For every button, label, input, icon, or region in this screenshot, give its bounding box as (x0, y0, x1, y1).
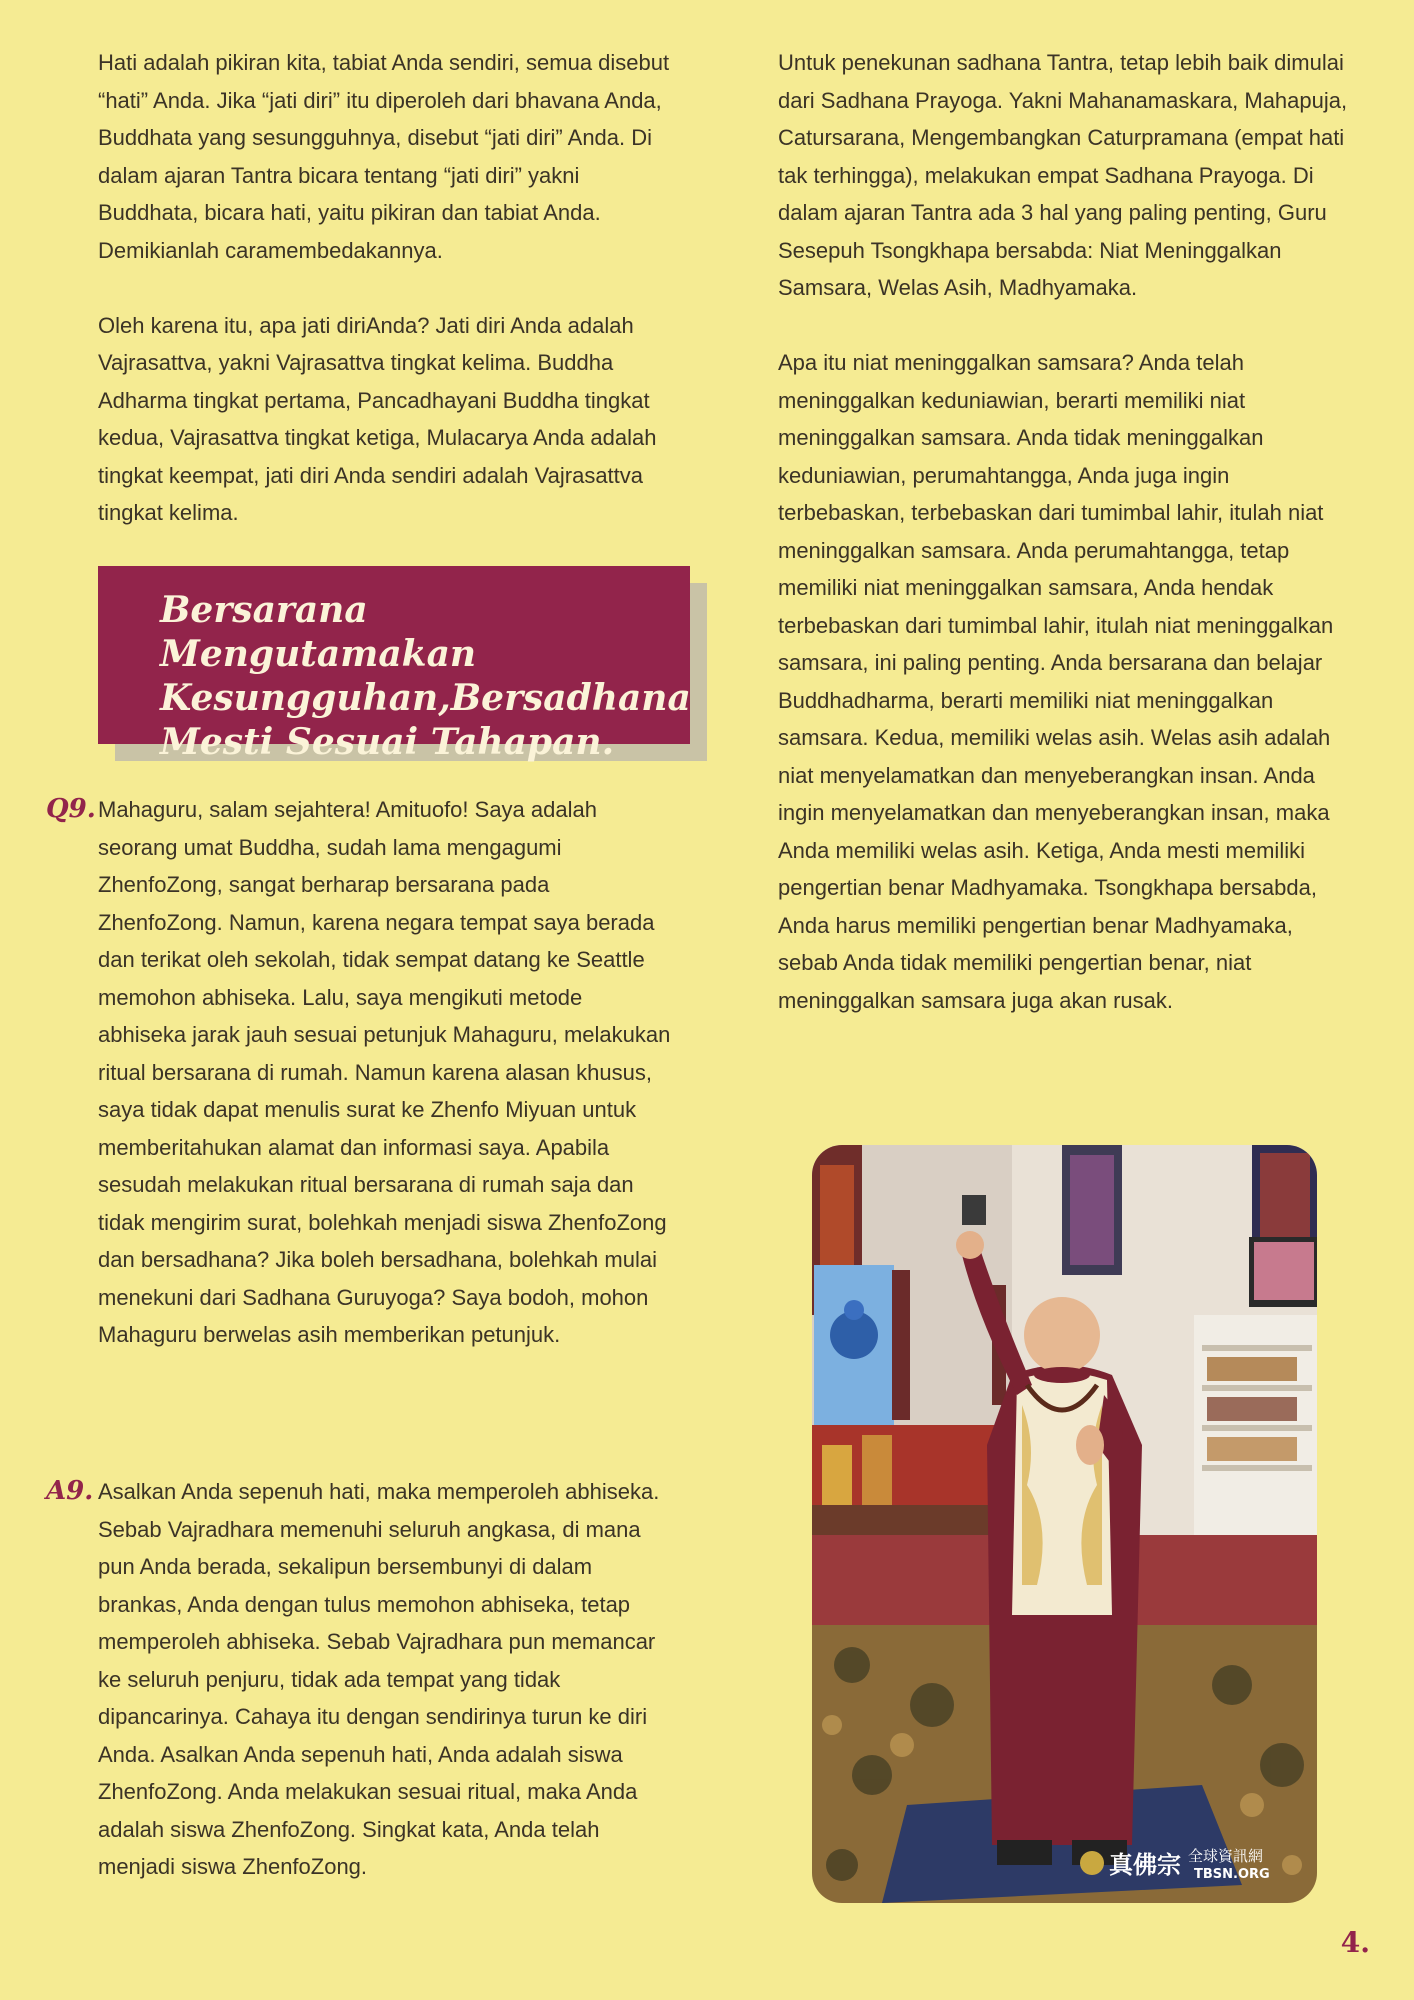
heading-line-1: Bersarana Mengutamakan (160, 589, 477, 675)
watermark-logo-icon (1080, 1851, 1104, 1875)
right-paragraph-1: Untuk penekunan sadhana Tantra, tetap lebih baik dimulai dari Sadhana Prayoga. Yakni Mahanamaskara, Mahapuja, Catursarana, Mengembangkan Caturpramana (empat hati tak terhingga), melakukan empat Sadhana Prayoga. Di dalam ajaran Tantra ada 3 hal yang paling penting, Guru Sesepuh Tsongkhapa bersabda: Niat Meninggalkan Samsara, Welas Asih, Madhyamaka. (778, 50, 1348, 300)
answer-9 (46, 1473, 674, 1886)
section-heading (98, 566, 691, 763)
heading-line-2: Kesungguhan,Bersadhana (160, 677, 691, 719)
watermark-url: TBSN.ORG (1194, 1867, 1270, 1882)
question-label: Q9. (46, 794, 96, 824)
section-heading-banner (98, 566, 708, 762)
question-9 (46, 791, 674, 1354)
photo-master-in-temple (812, 1145, 1317, 1903)
right-column (778, 44, 1353, 1019)
right-paragraph-2: Apa itu niat meninggalkan samsara? Anda telah meninggalkan keduniawian, berarti memiliki niat meninggalkan samsara. Anda tidak meninggalkan keduniawian, perumahtangga, Anda juga ingin terbebaskan, terbebaskan dari tumimbal lahir, itulah niat meninggalkan samsara. Anda perumahtangga, tetap memiliki niat meninggalkan samsara, Anda hendak terbebaskan dari tumimbal lahir, itulah niat meninggalkan samsara, ini paling penting. Anda bersarana dan belajar Buddhadharma, berarti memiliki niat meninggalkan samsara. Kedua, memiliki welas asih. Welas asih adalah niat menyelamatkan dan menyeberangkan insan. Anda ingin menyelamatkan dan menyeberangkan insan, maka Anda memiliki welas asih. Ketiga, Anda mesti memiliki pengertian benar Madhyamaka. Tsongkhapa bersabda, Anda harus memiliki pengertian benar Madhyamaka, sebab Anda tidak memiliki pengertian benar, niat meninggalkan samsara juga akan rusak. (778, 350, 1334, 1013)
watermark-chinese: 真佛宗 (1109, 1851, 1181, 1879)
left-column (98, 44, 674, 532)
heading-line-3: Mesti Sesuai Tahapan. (160, 721, 615, 763)
answer-text: Asalkan Anda sepenuh hati, maka memperoleh abhiseka. Sebab Vajradhara memenuhi seluruh angkasa, di mana pun Anda berada, sekalipun bersembunyi di dalam brankas, Anda dengan tulus memohon abhiseka, tetap memperoleh abhiseka. Sebab Vajradhara pun memancar ke seluruh penjuru, tidak ada tempat yang tidak dipancarinya. Cahaya itu dengan sendirinya turun ke diri Anda. Asalkan Anda sepenuh hati, Anda adalah siswa ZhenfoZong. Anda melakukan sesuai ritual, maka Anda adalah siswa ZhenfoZong. Singkat kata, Anda telah menjadi siswa ZhenfoZong. (98, 1479, 660, 1879)
page-number: 4. (1340, 1926, 1370, 1959)
left-paragraph-2: Oleh karena itu, apa jati diriAnda? Jati diri Anda adalah Vajrasattva, yakni Vajrasattva tingkat kelima. Buddha Adharma tingkat pertama, Pancadhayani Buddha tingkat kedua, Vajrasattva tingkat ketiga, Mulacarya Anda adalah tingkat keempat, jati diri Anda sendiri adalah Vajrasattva tingkat kelima. (98, 312, 657, 525)
question-text: Mahaguru, salam sejahtera! Amituofo! Saya adalah seorang umat Buddha, sudah lama mengagumi ZhenfoZong, sangat berharap bersarana pada ZhenfoZong. Namun, karena negara tempat saya berada dan terikat oleh sekolah, tidak sempat datang ke Seattle memohon abhiseka. Lalu, saya mengikuti metode abhiseka jarak jauh sesuai petunjuk Mahaguru, melakukan ritual bersarana di rumah. Namun karena alasan khusus, saya tidak dapat menulis surat ke Zhenfo Miyuan untuk memberitahukan alamat dan informasi saya. Apabila sesudah melakukan ritual bersarana di rumah saja dan tidak mengirim surat, bolehkah menjadi siswa ZhenfoZong dan bersadhana? Jika boleh bersadhana, bolehkah mulai menekuni dari Sadhana Guruyoga? Saya bodoh, mohon Mahaguru berwelas asih memberikan petunjuk. (98, 797, 671, 1347)
answer-label: A9. (46, 1476, 94, 1506)
watermark-chinese-2: 全球資訊網 (1188, 1847, 1264, 1865)
left-paragraph-1: Hati adalah pikiran kita, tabiat Anda sendiri, semua disebut “hati” Anda. Jika “jati diri” itu diperoleh dari bhavana Anda, Buddhata yang sesungguhnya, disebut “jati diri” Anda. Di dalam ajaran Tantra bicara tentang “jati diri” yakni Buddhata, bicara hati, yaitu pikiran dan tabiat Anda. Demikianlah caramembedakannya. (98, 50, 670, 263)
